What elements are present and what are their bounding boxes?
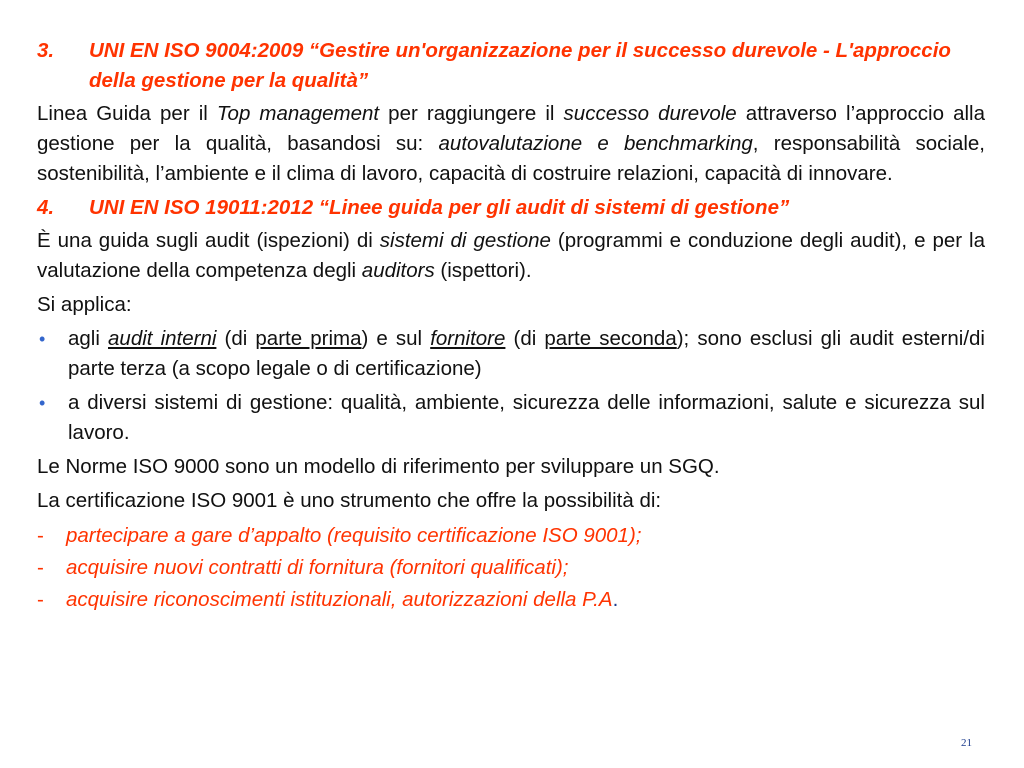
bullet-text: [68, 324, 985, 384]
text-run: , responsabilità sociale, sostenibilità, l’ambiente e il clima di lavoro, capacità di costruire relazioni, capacità di innovare.: [37, 132, 985, 185]
dash-item-tenders: [37, 520, 985, 552]
bullet-text: a diversi sistemi di gestione: qualità, ambiente, sicurezza delle informazioni, salute e sicurezza sul lavoro.: [68, 391, 985, 444]
text-run: ); sono esclusi gli audit esterni/di parte terza (a scopo legale o di certificazione): [68, 327, 985, 380]
text-run-underline: parte prima: [255, 327, 362, 350]
bullet-item-audit: [37, 324, 985, 384]
text-run: agli: [68, 327, 109, 350]
text-run-period: .: [612, 588, 619, 611]
page-number: 21: [961, 737, 972, 749]
text-run: È una guida sugli audit (ispezioni) di: [37, 229, 380, 252]
dash-text: [66, 584, 985, 616]
text-run-italic: Top management: [216, 102, 380, 125]
text-run: (di: [505, 327, 545, 350]
paragraph-iso-9004: [37, 99, 985, 189]
item-4-title: UNI EN ISO 19011:2012 “Linee guida per gli audit di sistemi di gestione”: [89, 196, 790, 219]
bullet-item-systems: [37, 388, 985, 448]
item-3-number: 3.: [37, 39, 55, 62]
paragraph-applies: Si applica:: [37, 293, 132, 316]
text-run-italic-underline: audit interni: [108, 327, 217, 350]
item-4-heading: [37, 193, 985, 223]
bullet-icon: •: [39, 393, 46, 413]
text-run-italic: sistemi di gestione: [379, 229, 551, 252]
item-4-number: 4.: [37, 196, 55, 219]
bullet-icon: •: [39, 329, 46, 349]
text-run: (di: [216, 327, 256, 350]
slide-content: [37, 36, 985, 616]
text-run: (programmi e conduzione degli audit), e per la valutazione della competenza degli: [37, 229, 985, 282]
dash-mark: -: [37, 588, 44, 611]
text-run: (ispettori).: [434, 259, 532, 282]
text-run-italic: autovalutazione e benchmarking: [438, 132, 753, 155]
item-3-heading: [37, 36, 985, 96]
dash-mark: -: [37, 524, 44, 547]
text-run-italic: auditors: [361, 259, 435, 282]
text-run-italic-underline: fornitore: [430, 327, 506, 350]
text-run: ) e sul: [361, 327, 431, 350]
dash-mark: -: [37, 556, 44, 579]
text-run: Linea Guida per il: [37, 102, 217, 125]
text-run-underline: parte seconda: [544, 327, 677, 350]
item-3-title: UNI EN ISO 9004:2009 “Gestire un'organizzazione per il successo durevole - L'approccio della gestione per la qualità”: [89, 39, 951, 92]
text-run: attraverso l’approccio alla gestione per la qualità, basandosi su:: [37, 102, 985, 155]
paragraph-certification: La certificazione ISO 9001 è uno strumento che offre la possibilità di:: [37, 489, 662, 512]
dash-item-recognition: [37, 584, 985, 616]
dash-text: partecipare a gare d’appalto (requisito certificazione ISO 9001);: [66, 524, 642, 547]
paragraph-iso-9000: Le Norme ISO 9000 sono un modello di riferimento per sviluppare un SGQ.: [37, 455, 720, 478]
dash-item-contracts: [37, 552, 985, 584]
text-run: acquisire riconoscimenti istituzionali, autorizzazioni della P.A: [66, 588, 613, 611]
paragraph-iso-19011: [37, 226, 985, 286]
text-run-italic: successo durevole: [563, 102, 737, 125]
text-run: per raggiungere il: [379, 102, 564, 125]
dash-text: acquisire nuovi contratti di fornitura (fornitori qualificati);: [66, 556, 569, 579]
